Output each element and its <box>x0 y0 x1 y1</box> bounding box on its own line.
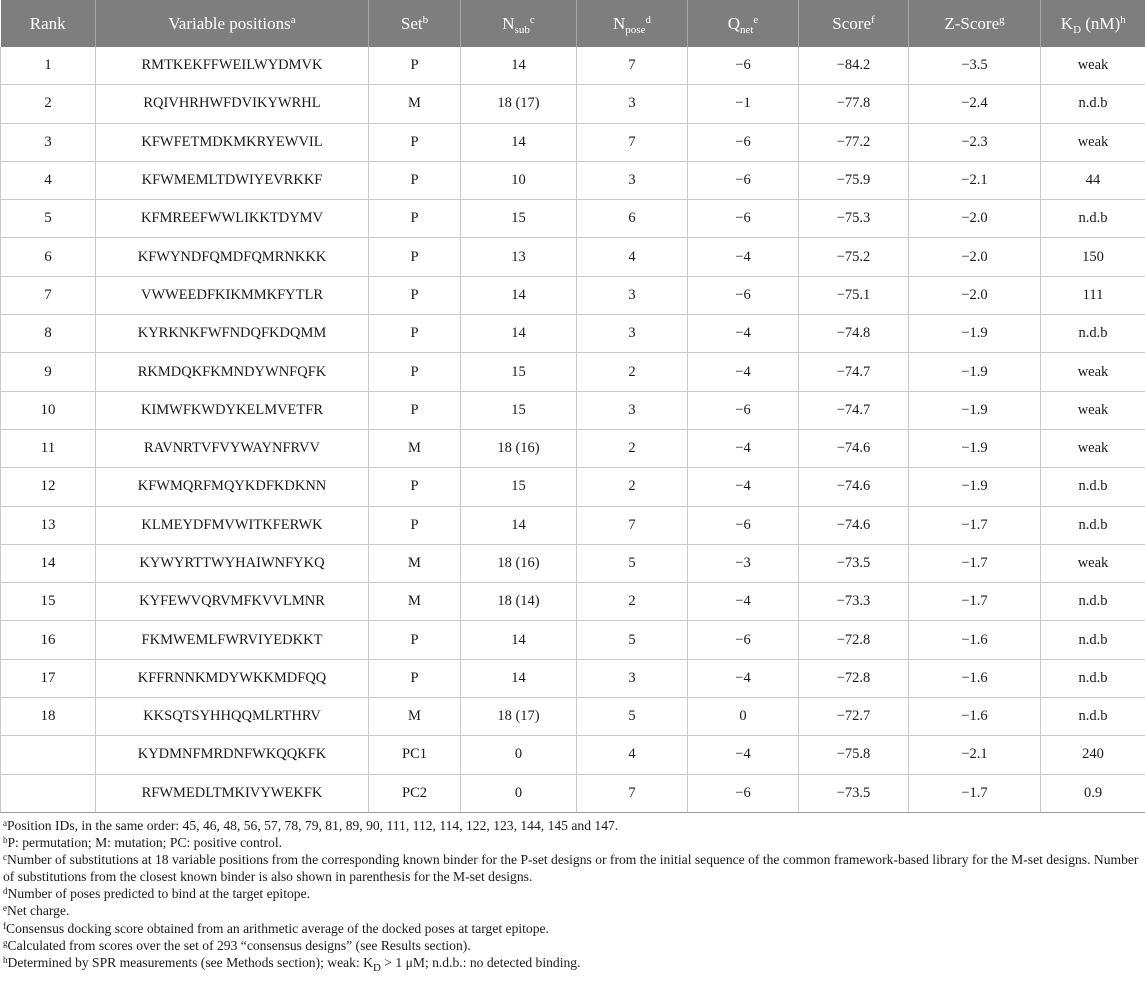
cell-rank: 7 <box>1 276 96 314</box>
table-row <box>1 47 1145 85</box>
cell-kd: n.d.b <box>1041 583 1145 621</box>
col-header-kd: $K_D$ (nM)$^h$ <box>1041 0 1145 47</box>
cell-npose: 5 <box>577 698 688 736</box>
cell-score: −74.8 <box>799 315 909 353</box>
cell-zscore: −1.7 <box>909 774 1041 812</box>
cell-nsub: 18 (14) <box>461 583 577 621</box>
footnote-mark: h <box>3 954 8 965</box>
cell-zscore: −1.9 <box>909 391 1041 429</box>
col-header-qnet: $Q_{net}^e$ <box>688 0 799 47</box>
cell-rank: 13 <box>1 506 96 544</box>
cell-rank: 5 <box>1 200 96 238</box>
cell-sequence: KIMWFKWDYKELMVETFR <box>96 391 369 429</box>
cell-sequence: VWWEEDFKIKMMKFYTLR <box>96 276 369 314</box>
cell-kd: 240 <box>1041 736 1145 774</box>
cell-kd: weak <box>1041 47 1145 85</box>
cell-qnet: −6 <box>688 506 799 544</box>
cell-kd: n.d.b <box>1041 85 1145 123</box>
cell-qnet: −6 <box>688 161 799 199</box>
table-row <box>1 200 1145 238</box>
cell-set: P <box>369 621 461 659</box>
cell-zscore: −1.9 <box>909 468 1041 506</box>
cell-qnet: −4 <box>688 583 799 621</box>
cell-set: P <box>369 238 461 276</box>
table-row <box>1 698 1145 736</box>
cell-kd: 0.9 <box>1041 774 1145 812</box>
cell-qnet: −6 <box>688 200 799 238</box>
table-row <box>1 621 1145 659</box>
cell-score: −73.5 <box>799 774 909 812</box>
cell-set: M <box>369 583 461 621</box>
cell-npose: 2 <box>577 353 688 391</box>
cell-rank: 8 <box>1 315 96 353</box>
cell-nsub: 18 (16) <box>461 429 577 467</box>
cell-npose: 7 <box>577 774 688 812</box>
cell-kd: n.d.b <box>1041 468 1145 506</box>
cell-npose: 2 <box>577 429 688 467</box>
footnote-subscript: D <box>372 961 381 974</box>
cell-score: −75.2 <box>799 238 909 276</box>
cell-zscore: −1.7 <box>909 544 1041 582</box>
cell-nsub: 14 <box>461 47 577 85</box>
cell-score: −72.7 <box>799 698 909 736</box>
cell-nsub: 15 <box>461 200 577 238</box>
cell-set: P <box>369 47 461 85</box>
cell-kd: n.d.b <box>1041 315 1145 353</box>
cell-set: M <box>369 698 461 736</box>
cell-npose: 5 <box>577 621 688 659</box>
cell-sequence: KFWMQRFMQYKDFKDKNN <box>96 468 369 506</box>
cell-sequence: KFWYNDFQMDFQMRNKKK <box>96 238 369 276</box>
cell-npose: 7 <box>577 123 688 161</box>
cell-set: P <box>369 659 461 697</box>
footnote <box>3 920 1142 937</box>
cell-kd: weak <box>1041 391 1145 429</box>
cell-qnet: −6 <box>688 621 799 659</box>
cell-npose: 5 <box>577 544 688 582</box>
table-row <box>1 161 1145 199</box>
cell-score: −84.2 <box>799 47 909 85</box>
cell-rank <box>1 774 96 812</box>
footnote-mark: g <box>3 937 8 948</box>
cell-nsub: 14 <box>461 123 577 161</box>
footnote <box>3 937 1142 954</box>
cell-score: −77.2 <box>799 123 909 161</box>
cell-qnet: −6 <box>688 774 799 812</box>
cell-npose: 6 <box>577 200 688 238</box>
cell-npose: 3 <box>577 391 688 429</box>
cell-zscore: −1.6 <box>909 659 1041 697</box>
table-row <box>1 544 1145 582</box>
cell-kd: weak <box>1041 544 1145 582</box>
cell-rank: 15 <box>1 583 96 621</box>
footnote-text: P: permutation; M: mutation; PC: positive control. <box>7 835 283 851</box>
table-row <box>1 774 1145 812</box>
cell-qnet: −4 <box>688 468 799 506</box>
footnote-mark: b <box>3 835 8 846</box>
cell-sequence: KYWYRTTWYHAIWNFYKQ <box>96 544 369 582</box>
cell-rank: 9 <box>1 353 96 391</box>
cell-set: M <box>369 85 461 123</box>
cell-sequence: KKSQTSYHHQQMLRTHRV <box>96 698 369 736</box>
table-row <box>1 276 1145 314</box>
cell-zscore: −1.6 <box>909 698 1041 736</box>
footnote-text: Net charge. <box>7 903 70 919</box>
cell-nsub: 14 <box>461 315 577 353</box>
cell-qnet: −4 <box>688 353 799 391</box>
cell-qnet: −4 <box>688 736 799 774</box>
cell-qnet: −4 <box>688 238 799 276</box>
cell-nsub: 18 (16) <box>461 544 577 582</box>
cell-set: M <box>369 429 461 467</box>
cell-nsub: 15 <box>461 391 577 429</box>
table-row <box>1 391 1145 429</box>
footnote <box>3 851 1142 885</box>
cell-set: PC1 <box>369 736 461 774</box>
cell-rank: 1 <box>1 47 96 85</box>
cell-rank: 6 <box>1 238 96 276</box>
cell-zscore: −2.1 <box>909 161 1041 199</box>
cell-zscore: −2.1 <box>909 736 1041 774</box>
cell-nsub: 14 <box>461 506 577 544</box>
table-body <box>1 47 1145 812</box>
cell-npose: 3 <box>577 161 688 199</box>
col-header-npose: $N_{pose}^d$ <box>577 0 688 47</box>
footnote <box>3 954 1142 974</box>
cell-sequence: KFWFETMDKMKRYEWVIL <box>96 123 369 161</box>
cell-npose: 3 <box>577 659 688 697</box>
cell-npose: 2 <box>577 583 688 621</box>
cell-sequence: KYFEWVQRVMFKVVLMNR <box>96 583 369 621</box>
cell-qnet: −4 <box>688 315 799 353</box>
cell-nsub: 0 <box>461 736 577 774</box>
cell-zscore: −1.7 <box>909 506 1041 544</box>
cell-zscore: −1.9 <box>909 315 1041 353</box>
col-header-score: Score$^f$ <box>799 0 909 47</box>
cell-npose: 4 <box>577 238 688 276</box>
cell-qnet: −6 <box>688 276 799 314</box>
cell-nsub: 10 <box>461 161 577 199</box>
cell-nsub: 15 <box>461 353 577 391</box>
table-footnotes <box>0 813 1145 974</box>
cell-set: P <box>369 468 461 506</box>
cell-kd: n.d.b <box>1041 506 1145 544</box>
table-header-row <box>1 0 1145 47</box>
cell-qnet: −6 <box>688 391 799 429</box>
table-row <box>1 583 1145 621</box>
cell-qnet: −6 <box>688 47 799 85</box>
cell-set: P <box>369 200 461 238</box>
cell-zscore: −1.6 <box>909 621 1041 659</box>
cell-zscore: −2.0 <box>909 238 1041 276</box>
cell-nsub: 13 <box>461 238 577 276</box>
cell-set: P <box>369 123 461 161</box>
footnote-text-rest: > 1 μM; n.d.b.: no detected binding. <box>380 954 581 970</box>
cell-nsub: 14 <box>461 276 577 314</box>
cell-kd: weak <box>1041 429 1145 467</box>
cell-npose: 7 <box>577 506 688 544</box>
cell-qnet: −3 <box>688 544 799 582</box>
col-header-zscore: Z-Score$^g$ <box>909 0 1041 47</box>
col-header-set: Set$^b$ <box>369 0 461 47</box>
cell-rank: 4 <box>1 161 96 199</box>
cell-qnet: 0 <box>688 698 799 736</box>
cell-score: −74.6 <box>799 506 909 544</box>
cell-rank <box>1 736 96 774</box>
cell-score: −72.8 <box>799 659 909 697</box>
cell-qnet: −6 <box>688 123 799 161</box>
cell-zscore: −1.9 <box>909 429 1041 467</box>
footnote <box>3 902 1142 919</box>
cell-npose: 3 <box>577 276 688 314</box>
cell-npose: 3 <box>577 315 688 353</box>
cell-set: PC2 <box>369 774 461 812</box>
cell-rank: 10 <box>1 391 96 429</box>
footnote-text: Number of substitutions at 18 variable positions from the corresponding known binder for the P-set designs or from the initial sequence of the common framework-based library for the M-set designs. Number of substitutions from the closest known binder is also shown in parenthesis for the M-set designs. <box>3 852 1139 885</box>
cell-zscore: −1.7 <box>909 583 1041 621</box>
cell-nsub: 15 <box>461 468 577 506</box>
footnote-text: Position IDs, in the same order: 45, 46, 48, 56, 57, 78, 79, 81, 89, 90, 111, 112, 114, 122, 123, 144, 145 and 147. <box>7 817 619 833</box>
cell-qnet: −4 <box>688 429 799 467</box>
footnote-text: Determined by SPR measurements (see Methods section); weak: K <box>7 954 373 970</box>
cell-rank: 18 <box>1 698 96 736</box>
cell-score: −74.7 <box>799 391 909 429</box>
cell-npose: 2 <box>577 468 688 506</box>
cell-sequence: RFWMEDLTMKIVYWEKFK <box>96 774 369 812</box>
cell-kd: 111 <box>1041 276 1145 314</box>
cell-rank: 12 <box>1 468 96 506</box>
table-row <box>1 238 1145 276</box>
footnote-mark: a <box>3 817 7 828</box>
cell-score: −73.5 <box>799 544 909 582</box>
table-row <box>1 506 1145 544</box>
footnote-mark: f <box>3 920 6 931</box>
cell-npose: 7 <box>577 47 688 85</box>
cell-score: −75.9 <box>799 161 909 199</box>
cell-npose: 4 <box>577 736 688 774</box>
footnote-mark: e <box>3 903 7 914</box>
cell-zscore: −2.0 <box>909 200 1041 238</box>
table-row <box>1 468 1145 506</box>
cell-set: P <box>369 315 461 353</box>
cell-score: −74.6 <box>799 429 909 467</box>
cell-nsub: 18 (17) <box>461 85 577 123</box>
cell-kd: 150 <box>1041 238 1145 276</box>
cell-kd: weak <box>1041 353 1145 391</box>
table-row <box>1 85 1145 123</box>
table-row <box>1 123 1145 161</box>
cell-set: M <box>369 544 461 582</box>
table-row <box>1 659 1145 697</box>
cell-sequence: FKMWEMLFWRVIYEDKKT <box>96 621 369 659</box>
footnote <box>3 885 1142 902</box>
cell-sequence: KYRKNKFWFNDQFKDQMM <box>96 315 369 353</box>
cell-nsub: 0 <box>461 774 577 812</box>
cell-rank: 11 <box>1 429 96 467</box>
cell-sequence: KLMEYDFMVWITKFERWK <box>96 506 369 544</box>
cell-sequence: RAVNRTVFVYWAYNFRVV <box>96 429 369 467</box>
footnote-text: Consensus docking score obtained from an arithmetic average of the docked poses at target epitope. <box>6 920 549 936</box>
cell-nsub: 18 (17) <box>461 698 577 736</box>
cell-sequence: RQIVHRHWFDVIKYWRHL <box>96 85 369 123</box>
cell-zscore: −3.5 <box>909 47 1041 85</box>
footnote-text: Calculated from scores over the set of 293 “consensus designs” (see Results section). <box>7 937 471 953</box>
cell-kd: n.d.b <box>1041 659 1145 697</box>
cell-rank: 16 <box>1 621 96 659</box>
cell-sequence: KFMREEFWWLIKKTDYMV <box>96 200 369 238</box>
cell-kd: 44 <box>1041 161 1145 199</box>
cell-score: −75.3 <box>799 200 909 238</box>
cell-score: −73.3 <box>799 583 909 621</box>
cell-set: P <box>369 506 461 544</box>
cell-zscore: −2.4 <box>909 85 1041 123</box>
cell-zscore: −2.3 <box>909 123 1041 161</box>
cell-set: P <box>369 161 461 199</box>
cell-zscore: −2.0 <box>909 276 1041 314</box>
cell-nsub: 14 <box>461 621 577 659</box>
cell-score: −74.6 <box>799 468 909 506</box>
table-row <box>1 736 1145 774</box>
table-row <box>1 315 1145 353</box>
cell-rank: 3 <box>1 123 96 161</box>
cell-rank: 17 <box>1 659 96 697</box>
col-header-rank: Rank <box>1 0 96 47</box>
cell-sequence: RKMDQKFKMNDYWNFQFK <box>96 353 369 391</box>
cell-rank: 14 <box>1 544 96 582</box>
footnote-text: Number of poses predicted to bind at the target epitope. <box>7 886 311 902</box>
cell-kd: n.d.b <box>1041 200 1145 238</box>
cell-sequence: KFWMEMLTDWIYEVRKKF <box>96 161 369 199</box>
cell-score: −72.8 <box>799 621 909 659</box>
col-header-nsub: $N_{sub}^c$ <box>461 0 577 47</box>
table-row <box>1 429 1145 467</box>
cell-kd: n.d.b <box>1041 698 1145 736</box>
cell-rank: 2 <box>1 85 96 123</box>
footnote <box>3 834 1142 851</box>
cell-sequence: KFFRNNKMDYWKKMDFQQ <box>96 659 369 697</box>
cell-nsub: 14 <box>461 659 577 697</box>
cell-set: P <box>369 391 461 429</box>
cell-kd: weak <box>1041 123 1145 161</box>
cell-set: P <box>369 353 461 391</box>
cell-score: −75.8 <box>799 736 909 774</box>
cell-score: −77.8 <box>799 85 909 123</box>
cell-qnet: −4 <box>688 659 799 697</box>
cell-qnet: −1 <box>688 85 799 123</box>
cell-npose: 3 <box>577 85 688 123</box>
cell-set: P <box>369 276 461 314</box>
footnote-mark: c <box>3 852 7 863</box>
cell-score: −74.7 <box>799 353 909 391</box>
cell-zscore: −1.9 <box>909 353 1041 391</box>
cell-sequence: RMTKEKFFWEILWYDMVK <box>96 47 369 85</box>
cell-kd: n.d.b <box>1041 621 1145 659</box>
col-header-variable-positions: Variable positions$^a$ <box>96 0 369 47</box>
footnote-mark: d <box>3 886 8 897</box>
table-row <box>1 353 1145 391</box>
cell-sequence: KYDMNFMRDNFWKQQKFK <box>96 736 369 774</box>
cell-score: −75.1 <box>799 276 909 314</box>
footnote <box>3 817 1142 834</box>
